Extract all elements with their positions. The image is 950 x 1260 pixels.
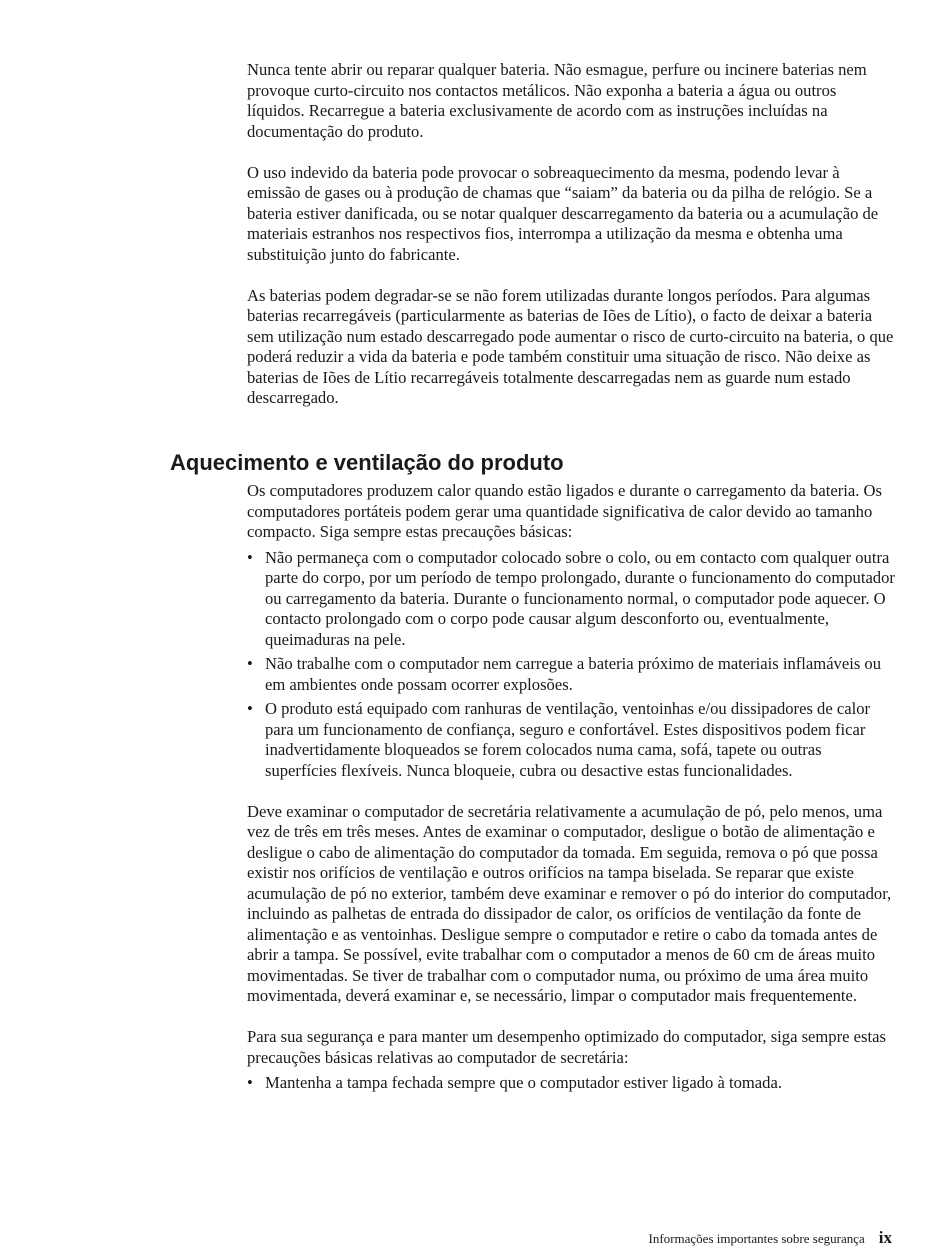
- page-number: ix: [878, 1228, 892, 1247]
- list-item-text: Não trabalhe com o computador nem carregue a bateria próximo de materiais inflamáveis ou em ambientes onde possam ocorrer explosões.: [265, 654, 882, 694]
- battery-paragraph-2: O uso indevido da bateria pode provocar o sobreaquecimento da mesma, podendo levar à emissão de gases ou à produção de chamas que “saiam” da bateria ou da pilha de relógio. Se a bateria estiver danificada, ou se notar qualquer descarregamento da bateria ou a acumulação de materiais estranhos nos respectivos fios, interrompa a utilização da mesma e obtenha uma substituição junto do fabricante.: [247, 162, 879, 264]
- desktop-dust-paragraph: Deve examinar o computador de secretária relativamente a acumulação de pó, pelo menos, uma vez de três em três meses. Antes de examinar o computador, desligue o botão de alimentação e desligue o cabo de alimentação do computador da tomada. Em seguida, remova o pó que possa existir nos orifícios de ventilação e outros orifícios na tampa biselada. Se reparar que existe acumulação de pó no exterior, também deve examinar e remover o pó do interior do computador, incluindo as palhetas de entrada do dissipador de calor, os orifícios de ventilação da fonte de alimentação e as ventoinhas. Desligue sempre o computador e retire o cabo da tomada antes de abrir a tampa. Se possível, evite trabalhar com o computador a menos de 60 cm de áreas muito movimentadas. Se tiver de trabalhar com o computador numa, ou próximo de uma área muito movimentada, deverá examinar e, se necessário, limpar o computador mais frequentemente.: [247, 801, 892, 1005]
- bullet-icon: •: [247, 1073, 253, 1092]
- battery-warnings: [247, 60, 897, 429]
- list-item: [247, 548, 897, 651]
- list-item-text: Não permaneça com o computador colocado sobre o colo, ou em contacto com qualquer outra parte do corpo, por um período de tempo prolongado, durante o funcionamento do computador ou carregamento da bateria. Durante o funcionamento normal, o computador pode aquecer. O contacto prolongado com o corpo pode causar algum desconforto ou, eventualmente, queimaduras na pele.: [265, 547, 895, 649]
- list-item: [247, 699, 897, 781]
- list-item: [247, 1073, 897, 1094]
- battery-paragraph-1: Nunca tente abrir ou reparar qualquer bateria. Não esmague, perfure ou incinere baterias nem provoque curto-circuito nos contactos metálicos. Não exponha a bateria a água ou outros líquidos. Recarregue a bateria exclusivamente de acordo com as instruções incluídas na documentação do produto.: [247, 60, 867, 141]
- section-intro: Os computadores produzem calor quando estão ligados e durante o carregamento da bateria. Os computadores portáteis podem gerar uma quantidade significativa de calor devido ao tamanho compacto. Siga sempre estas precauções básicas:: [247, 481, 882, 541]
- page-footer: [649, 1228, 892, 1248]
- section-heading: Aquecimento e ventilação do produto: [170, 450, 564, 475]
- battery-paragraph-3: As baterias podem degradar-se se não forem utilizadas durante longos períodos. Para algumas baterias recarregáveis (particularmente as baterias de Iões de Lítio), o facto de deixar a bateria sem utilização num estado descarregado pode aumentar o risco de curto-circuito na bateria, o que poderá reduzir a vida da bateria e pode também constituir uma situação de risco. Não deixe as baterias de Iões de Lítio recarregáveis totalmente descarregadas nem as guarde num estado descarregado.: [247, 285, 894, 407]
- bullet-icon: •: [247, 699, 253, 718]
- list-item: [247, 654, 897, 695]
- safety-intro: Para sua segurança e para manter um desempenho optimizado do computador, siga sempre estas precauções básicas relativas ao computador de secretária:: [247, 1027, 886, 1067]
- precaution-list: [247, 548, 897, 782]
- heat-ventilation-section: [247, 481, 897, 1098]
- list-item-text: O produto está equipado com ranhuras de ventilação, ventoinhas e/ou dissipadores de calor para um funcionamento de confiança, seguro e confortável. Estes dispositivos podem ficar inadvertidamente bloqueados se forem colocados numa cama, sofá, tapete ou outras superfícies flexíveis. Nunca bloqueie, cubra ou desactive estas funcionalidades.: [265, 699, 871, 780]
- safety-list: [247, 1073, 897, 1094]
- running-title: Informações importantes sobre segurança: [648, 1231, 865, 1246]
- list-item-text: Mantenha a tampa fechada sempre que o computador estiver ligado à tomada.: [265, 1073, 782, 1092]
- bullet-icon: •: [247, 654, 253, 673]
- bullet-icon: •: [247, 547, 253, 567]
